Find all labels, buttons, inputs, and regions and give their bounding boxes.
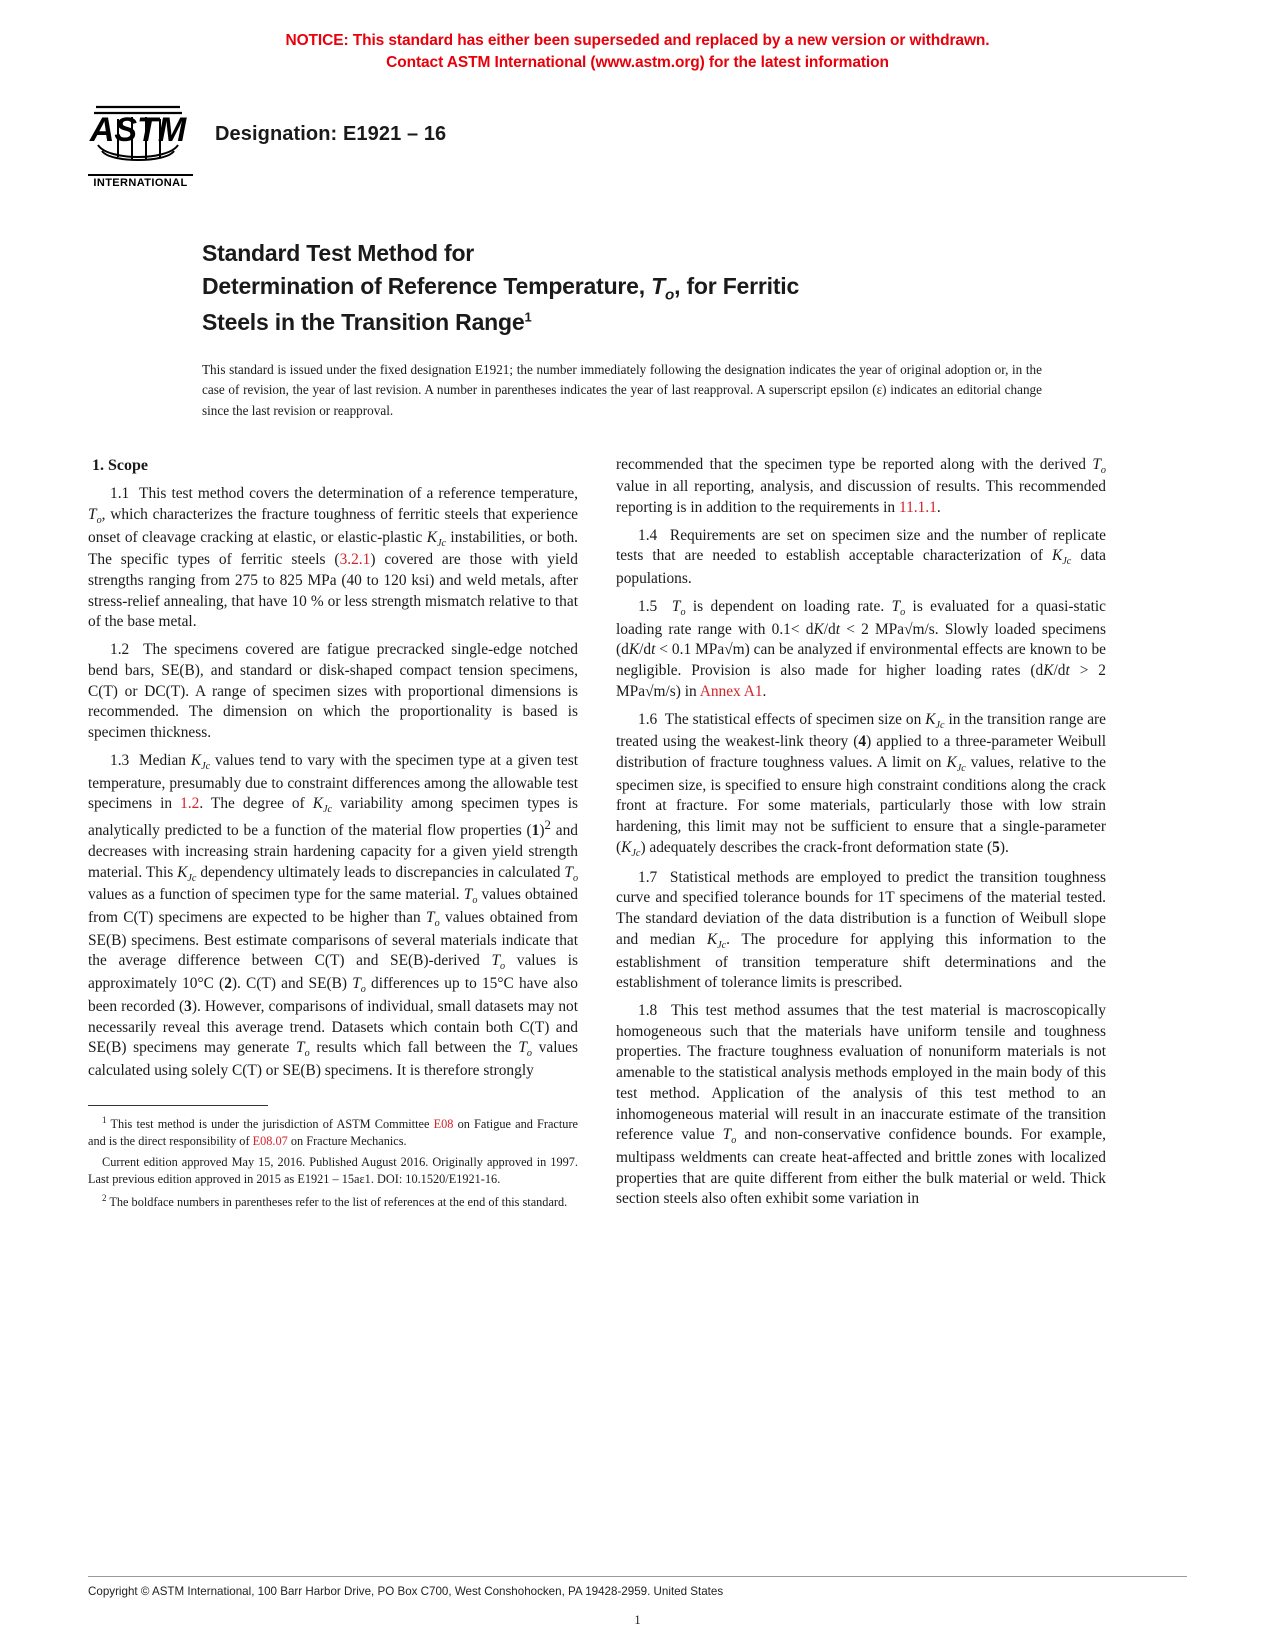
cross-ref-11-1-1[interactable]: 11.1.1 xyxy=(898,499,937,517)
paragraph-1-5: 1.5 $T_o$ is dependent on loading rate. $T_o$ is evaluated for a quasi-static loading rate range with 0.1< dK/dt < 2 MPa√m/s. Slowly loaded specimens (dK/dt < 0.1 MPa√m) can be analyzed if environmental effects are known to be negligible. Provision is also made for higher loading rates (dK/dt > 2 MPa√m/s) in Annex A1. xyxy=(616,597,1106,700)
footer-divider xyxy=(88,1576,1187,1577)
paragraph-1-1: 1.1 This test method covers the determination of a reference temperature, $T_o$, which characterizes the fracture toughness of ferritic steels that experience onset of cleavage cracking at elastic, or elastic-plastic $K_{Jc}$ instabilities, or both. The specific types of ferritic steels (3.2.1) covered are those with yield strengths ranging from 275 to 825 MPa (40 to 120 ksi) and weld metals, after stress-relief annealing, that have 10 % or less strength mismatch relative to that of the base metal. xyxy=(88,485,578,631)
right-column xyxy=(616,455,1106,1218)
cross-ref-1-2[interactable]: 1.2 xyxy=(180,795,200,813)
paragraph-1-3-continued: recommended that the specimen type be reported along with the derived $T_o$ value in all reporting, analysis, and discussion of results. This recommended reporting is in addition to the requirements in 11.1.1. xyxy=(616,455,1106,517)
title-line-3 xyxy=(202,306,1187,339)
committee-link-e08[interactable]: E08 xyxy=(433,1116,454,1131)
paragraph-1-8: 1.8 This test method assumes that the test material is macroscopically homogeneous such that the materials have uniform tensile and toughness properties. The fracture toughness evaluation of nonuniform materials is not amenable to the statistical analysis methods employed in the main body of this test method. Application of the analysis of this test method to an inhomogeneous material will result in an inaccurate estimate of the transition reference value $T_o$ and non-conservative confidence bounds. For example, multipass weldments can create heat-affected and brittle zones with localized properties that are quite different from either the bulk material or weld. Thick section steels also often exhibit some variation in xyxy=(616,1001,1106,1208)
astm-international-label: INTERNATIONAL xyxy=(88,174,193,189)
footnote-rule xyxy=(88,1105,268,1106)
standard-issue-note: This standard is issued under the fixed designation E1921; the number immediately following the designation indicates the year of original adoption or, in the case of revision, the year of last revision. A number in parentheses indicates the year of last reapproval. A superscript epsilon (ε) indicates an editorial change since the last revision or reapproval. xyxy=(202,362,1042,418)
title-symbol-sub: o xyxy=(665,286,675,304)
notice-line-2: Contact ASTM International (www.astm.org) for the latest information xyxy=(386,54,889,72)
paragraph-1-3: 1.3 Median $K_{Jc}$ values tend to vary with the specimen type at a given test temperature, presumably due to constraint differences among the allowable test specimens in 1.2. The degree of $K_{Jc}$ variability among specimen types is analytically predicted to be a function of the material flow properties $(1)^2$ and decreases with increasing strain hardening capacity for a given yield strength material. This $K_{Jc}$ dependency ultimately leads to discrepancies in calculated $T_o$ values as a function of specimen type for the same material. $T_o$ values obtained from C(T) specimens are expected to be higher than $T_o$ values obtained from SE(B) specimens. Best estimate comparisons of several materials indicate that the average difference between C(T) and SE(B)-derived $T_o$ values is approximately 10°C (2). C(T) and SE(B) $T_o$ differences up to 15°C have also been recorded (3). However, comparisons of individual, small datasets may not necessarily reveal this average trend. Datasets which contain both C(T) and SE(B) specimens may generate $T_o$ results which fall between the $T_o$ values calculated using solely C(T) or SE(B) specimens. It is therefore strongly xyxy=(88,751,579,1080)
paragraph-1-4: 1.4 Requirements are set on specimen size and the number of replicate tests that are needed to establish acceptable characterization of $K_{Jc}$ data populations. xyxy=(616,526,1107,588)
page-number: 1 xyxy=(634,1613,641,1627)
title-line-2-b: , for Ferritic xyxy=(674,272,800,299)
notice-line-1: NOTICE: This standard has either been superseded and replaced by a new version or withdrawn. xyxy=(285,32,990,49)
section-heading-scope: 1. Scope xyxy=(92,456,148,474)
title-line-2-a: Determination of Reference Temperature, xyxy=(202,272,652,299)
left-column xyxy=(88,455,578,1218)
title-line-2 xyxy=(202,270,1187,306)
body-columns xyxy=(88,455,1187,1218)
title-line-1: Standard Test Method for xyxy=(202,239,475,266)
page-footer xyxy=(88,1576,1187,1598)
title-footnote-marker: 1 xyxy=(524,309,532,325)
astm-logo xyxy=(88,101,193,189)
title-line-3-text: Steels in the Transition Range xyxy=(202,308,525,335)
paragraph-1-7: 1.7 Statistical methods are employed to predict the transition toughness curve and specified tolerance bounds for 1T specimens of the material tested. The standard deviation of the data distribution is a function of Weibull slope and median $K_{Jc}$. The procedure for applying this information to the establishment of transition temperature shift determinations and the establishment of tolerance limits is prescribed. xyxy=(616,868,1106,992)
subcommittee-link-e0807[interactable]: E08.07 xyxy=(252,1134,288,1149)
astm-logo-mark xyxy=(88,101,188,173)
document-header xyxy=(88,101,1187,189)
footnote-2: $^2$ The boldface numbers in parentheses refer to the list of references at the end of this standard. xyxy=(102,1192,568,1209)
footnote-edition: Current edition approved May 15, 2016. Published August 2016. Originally approved in 1997. Last previous edition approved in 2015 as E1921 – 15aε1. DOI: 10.1520/E1921-16. xyxy=(88,1154,578,1187)
footnotes-block xyxy=(88,1098,578,1211)
paragraph-1-2: 1.2 The specimens covered are fatigue precracked single-edge notched bend bars, SE(B), and standard or disk-shaped compact tension specimens, C(T) or DC(T). A range of specimen sizes with proportional dimensions is recommended. The dimension on which the proportionality is based is specimen thickness. xyxy=(88,641,578,742)
designation-label: Designation: E1921 – 16 xyxy=(215,122,447,145)
footnote-1: $^1$ This test method is under the jurisdiction of ASTM Committee E08 on Fatigue and Fracture and is the direct responsibility of E08.07 on Fracture Mechanics. xyxy=(88,1114,579,1149)
cross-ref-3-2-1[interactable]: 3.2.1 xyxy=(339,551,371,569)
page-title xyxy=(202,237,1187,338)
title-block xyxy=(202,237,1187,421)
copyright-text: Copyright © ASTM International, 100 Barr Harbor Drive, PO Box C700, West Conshohocken, PA 19428-2959. United States xyxy=(88,1585,724,1598)
title-symbol-T: T xyxy=(651,272,665,299)
superseded-notice xyxy=(88,0,1187,75)
cross-ref-annex-a1[interactable]: Annex A1 xyxy=(699,682,763,700)
svg-text:ASTM: ASTM xyxy=(89,110,187,149)
paragraph-1-6: 1.6 The statistical effects of specimen size on $K_{Jc}$ in the transition range are treated using the weakest-link theory (4) applied to a three-parameter Weibull distribution of fracture toughness values. A limit on $K_{Jc}$ values, relative to the specimen size, is specified to ensure high constraint conditions along the crack front at fracture. For some materials, particularly those with low strain hardening, this limit may not be sufficient to ensure that a single-parameter $(K_{Jc})$ adequately describes the crack-front deformation state (5). xyxy=(616,710,1107,859)
